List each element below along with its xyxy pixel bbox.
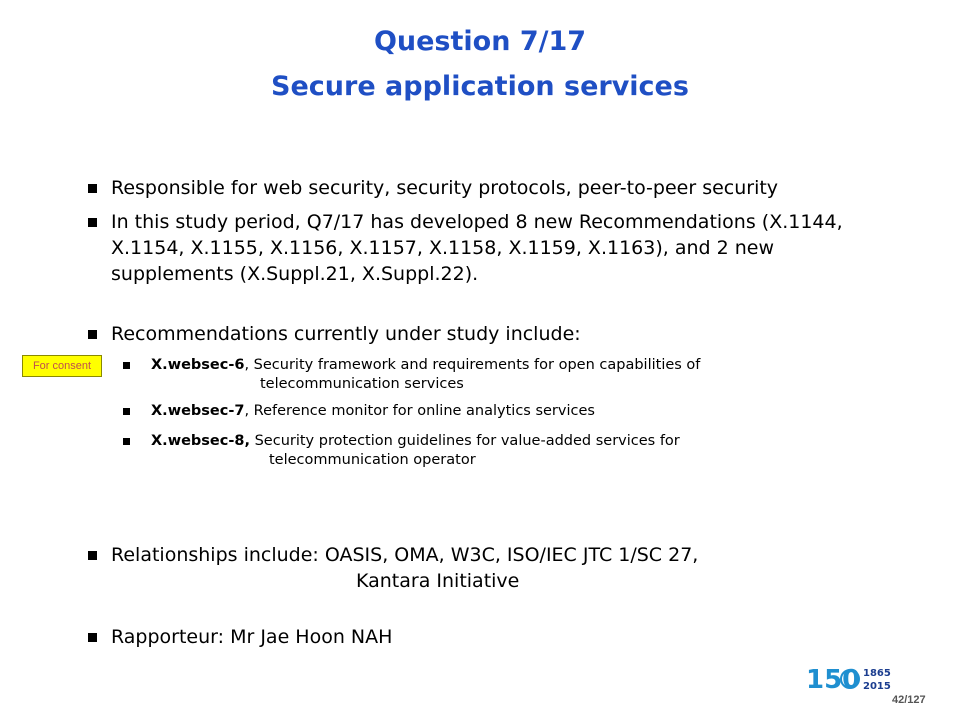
bullet-text: In this study period, Q7/17 has developed 8 new Recommendations (X.1144, X.1154, X.1155, X.1156, X.1157, X.1158, X.1159, X.1163), and 2 new supplements (X.Suppl.21, X.Suppl.22). bbox=[111, 211, 843, 285]
bullet-square-icon bbox=[88, 184, 97, 193]
sub-bullet-square-icon bbox=[123, 362, 130, 369]
slide-title-line-2: Secure application services bbox=[271, 71, 689, 102]
sub-item-continuation: telecommunication operator bbox=[269, 452, 476, 468]
sub-bullet-square-icon bbox=[123, 438, 130, 445]
bullet-square-icon bbox=[88, 218, 97, 227]
logo-number: 150 bbox=[806, 665, 861, 695]
slide-title-line-1: Question 7/17 bbox=[373, 26, 587, 57]
bullet-rapporteur bbox=[88, 624, 948, 650]
sub-item-websec-8 bbox=[123, 432, 843, 470]
sub-item-name: X.websec-7 bbox=[151, 403, 245, 419]
bullet-text: Responsible for web security, security protocols, peer-to-peer security bbox=[111, 177, 779, 199]
sub-item-continuation: telecommunication services bbox=[260, 376, 464, 392]
bullet-square-icon bbox=[88, 330, 97, 339]
bullet-text: Rapporteur: Mr Jae Hoon NAH bbox=[111, 626, 393, 648]
bullet-study-period bbox=[88, 209, 948, 287]
logo-year-bottom: 2015 bbox=[863, 681, 891, 692]
sub-item-websec-6 bbox=[123, 356, 843, 394]
sub-item-description: , Security framework and requirements for open capabilities of bbox=[244, 357, 701, 373]
sub-item-websec-7 bbox=[123, 402, 843, 421]
bullet-relationships bbox=[88, 542, 948, 594]
bullet-recommendations-under-study bbox=[88, 321, 948, 347]
logo-year-top: 1865 bbox=[863, 668, 891, 679]
sub-item-name: X.websec-8, bbox=[151, 433, 250, 449]
bullet-square-icon bbox=[88, 633, 97, 642]
page-number: 42/127 bbox=[892, 694, 926, 706]
bullet-text-continuation: Kantara Initiative bbox=[356, 570, 520, 592]
sub-item-description: Security protection guidelines for value-added services for bbox=[249, 433, 680, 449]
itu-150-years-logo bbox=[806, 660, 892, 696]
for-consent-badge: For consent bbox=[22, 355, 102, 377]
sub-item-description: , Reference monitor for online analytics services bbox=[244, 403, 595, 419]
sub-item-name: X.websec-6 bbox=[151, 357, 245, 373]
bullet-text: Recommendations currently under study include: bbox=[111, 323, 581, 345]
bullet-text: Relationships include: OASIS, OMA, W3C, ISO/IEC JTC 1/SC 27, bbox=[111, 544, 699, 566]
bullet-square-icon bbox=[88, 551, 97, 560]
bullet-responsibilities bbox=[88, 175, 948, 201]
sub-bullet-square-icon bbox=[123, 408, 130, 415]
